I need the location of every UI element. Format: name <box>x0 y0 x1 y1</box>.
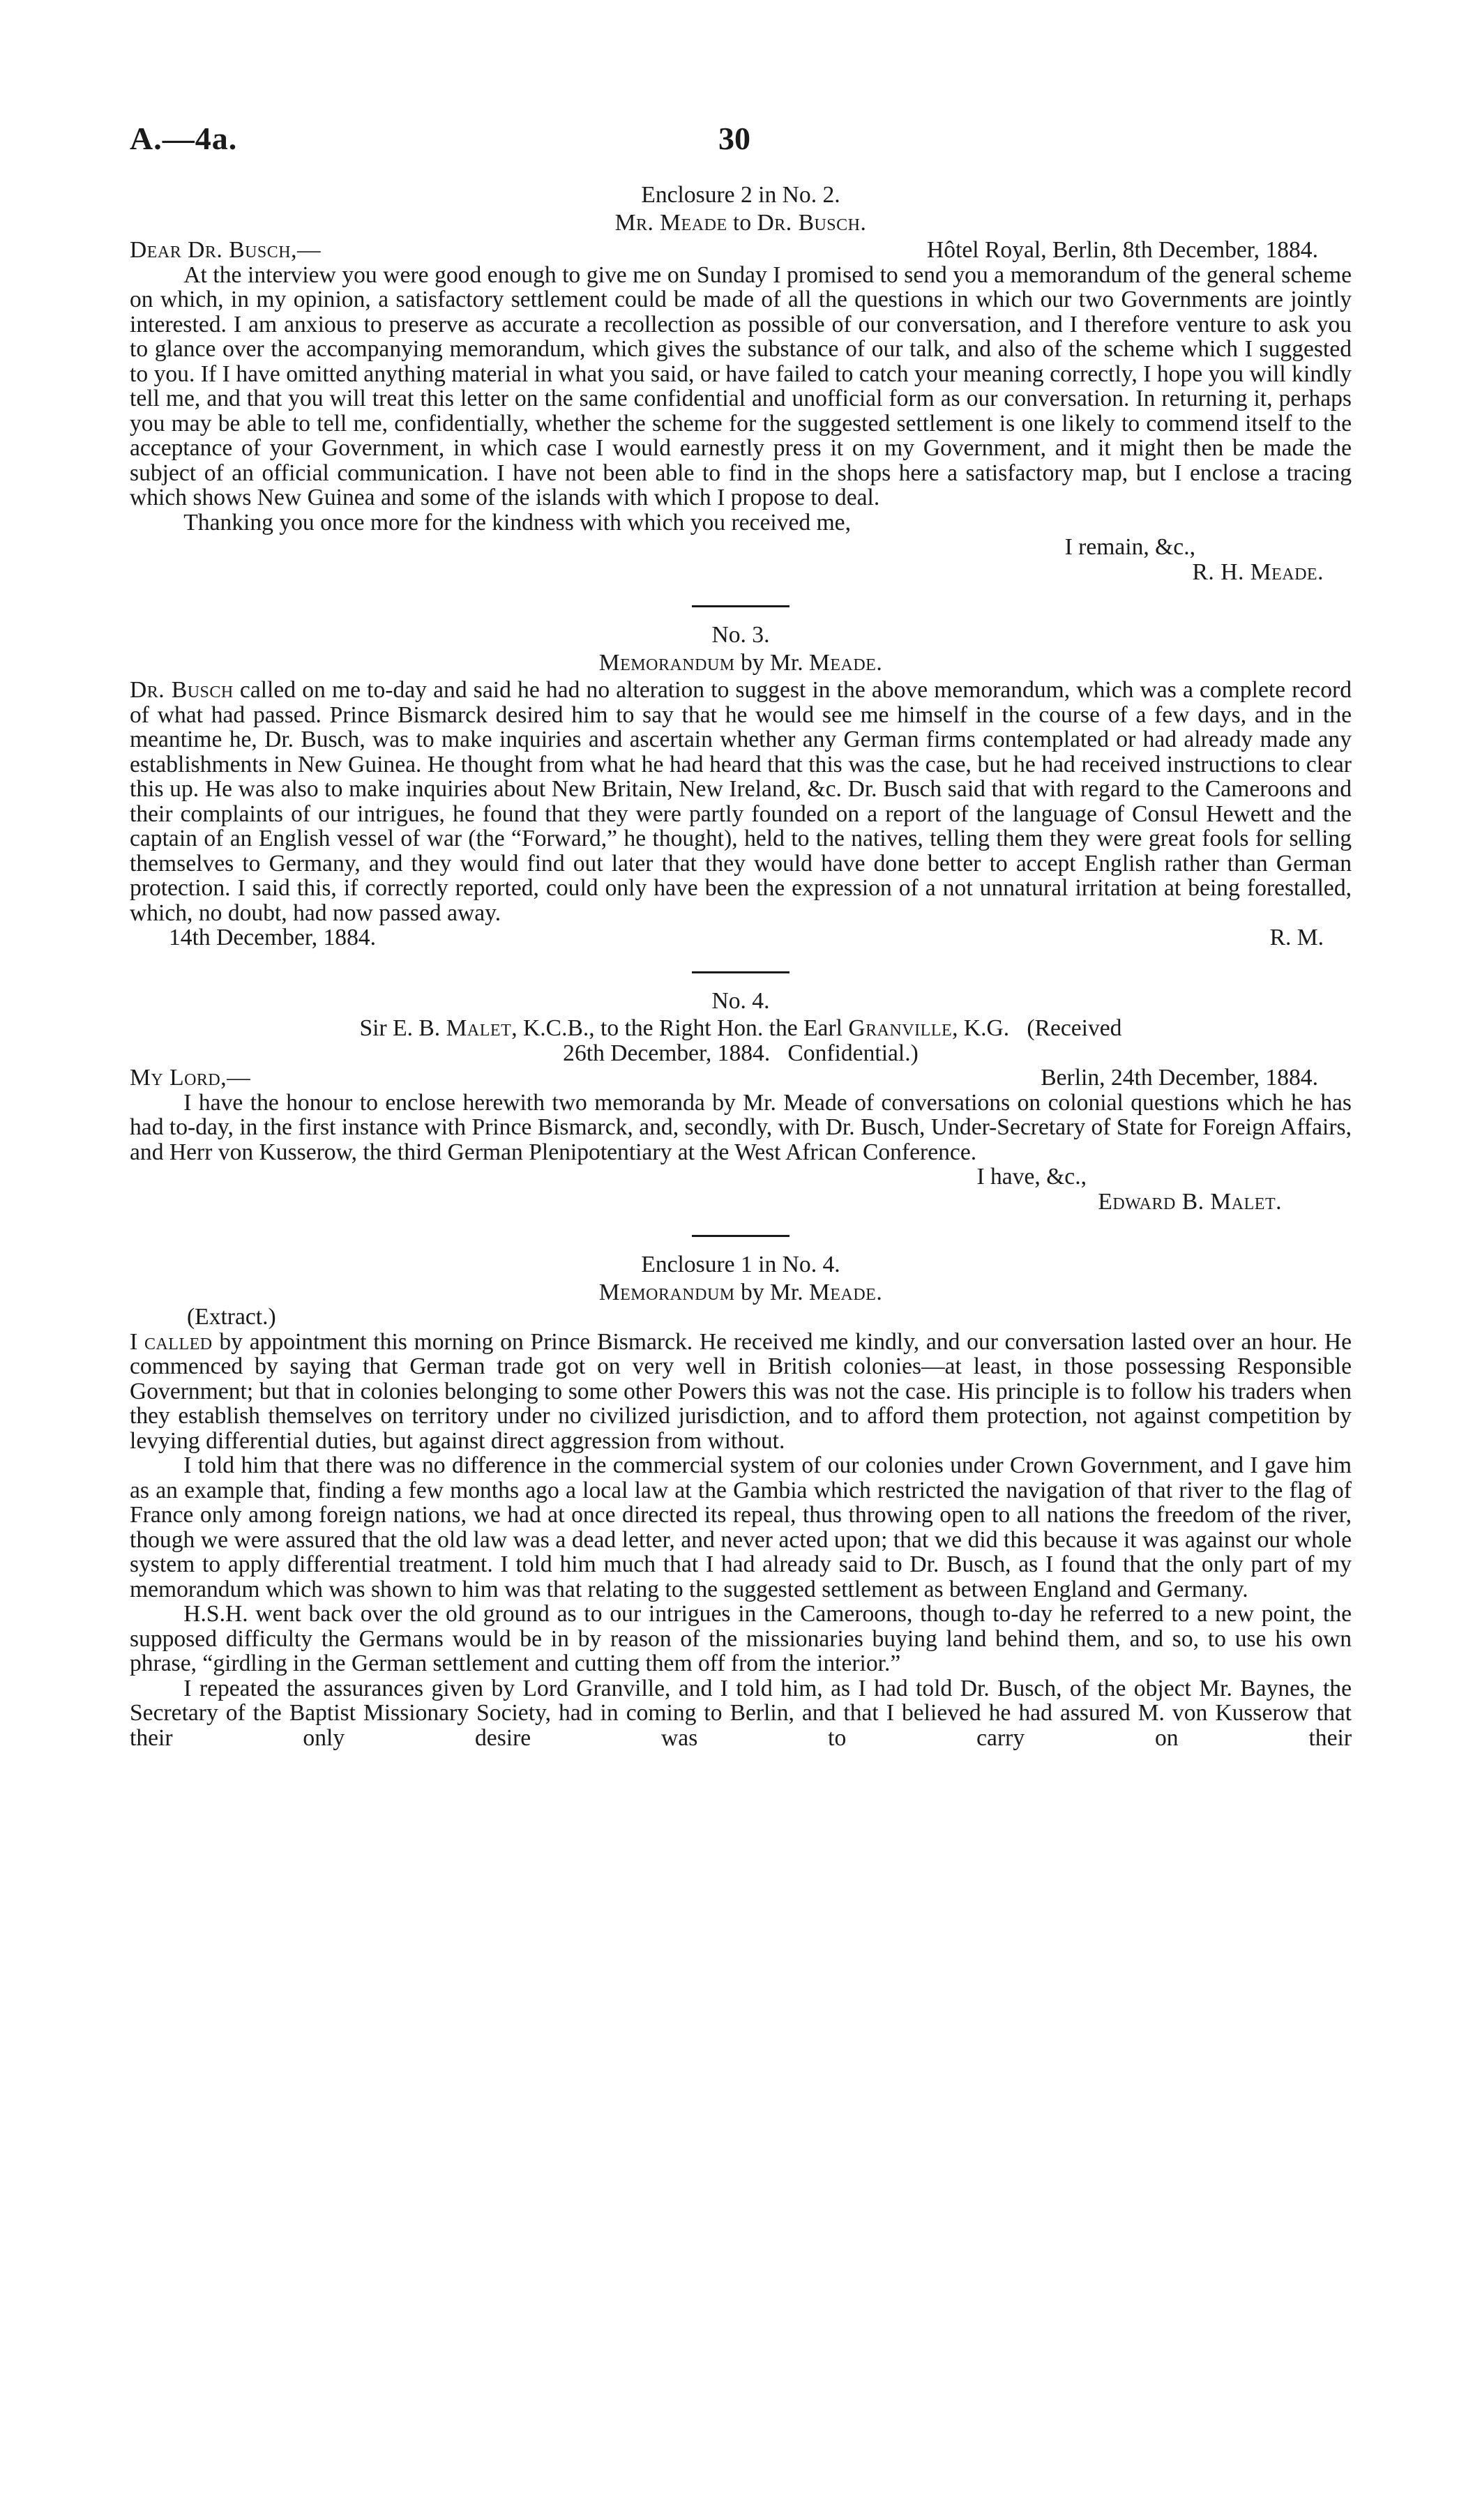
letter-header-line <box>130 238 1352 263</box>
enclosure-2-section <box>130 183 1352 584</box>
place-date: Berlin, 24th December, 1884. <box>1041 1065 1318 1091</box>
letter-body: At the interview you were good enough to give me on Sunday I promised to send you a memorandum of the general scheme on which, in my opinion, a satisfactory settlement could be made of all the questions in which our two Governments are jointly interested. I am anxious to preserve as accurate a recollection as possible of our conversation, and I therefore venture to ask you to glance over the accompanying memorandum, which gives the substance of our talk, and also of the scheme which I suggested to you. If I have omitted anything material in what you said, or have failed to catch your meaning correctly, I hope you will kindly tell me, and that you will treat this letter on the same confidential and unofficial form as our conversation. In returning it, perhaps you may be able to tell me, confidentially, whether the scheme for the suggested settlement is one likely to commend itself to the acceptance of your Government, in which case I would earnestly press it on my Government, and it might then be made the subject of an official communication. I have not been able to find in the shops here a satisfactory map, but I enclose a tracing which shows New Guinea and some of the islands with which I propose to deal. <box>130 261 1352 510</box>
place-date: Hôtel Royal, Berlin, 8th December, 1884. <box>927 237 1318 263</box>
paragraph-1-text: by appointment this morning on Prince Bismarck. He received me kindly, and our conversation lasted over an hour. He commenced by saying that German trade got on very well in British colonies—at least, in those possessing Responsible Government; but that in colonies belonging to some other Powers this was not the case. His principle is to follow his traders when they establish themselves on territory under no civilized jurisdiction, and to afford them protection, not against competition by levying differential duties, but against direct aggression from without. <box>130 1328 1352 1454</box>
subheading-from: Mr. Meade <box>614 209 727 236</box>
subheading-connector: to <box>727 209 757 236</box>
enclosure-1-heading: Enclosure 1 in No. 4. <box>641 1252 840 1277</box>
letter-thanks: Thanking you once more for the kindness with which you received me, <box>183 509 851 536</box>
letter-body: I have the honour to enclose herewith two memoranda by Mr. Meade of conversations on colonial questions which he has had to-day, in the first instance with Prince Bismarck, and, secondly, with Dr. Busch, Under-Secretary of State for Foreign Affairs, and Herr von Kusserow, the third German Plenipotentiary at the West African Conference. <box>130 1089 1352 1165</box>
title-part: , K.C.B., to the Right Hon. the Earl <box>511 1015 849 1041</box>
subheading-author: Meade. <box>808 649 883 676</box>
title-part: , K.G. (Received <box>952 1015 1122 1041</box>
paragraph-1 <box>130 1330 1352 1454</box>
no-3-subheading <box>130 651 1352 676</box>
lead-letter: I <box>130 1328 144 1355</box>
subheading-connector: by Mr. <box>734 649 809 676</box>
subheading-memorandum: Memorandum <box>598 1279 735 1305</box>
page-number: 30 <box>718 121 750 156</box>
letter-closing: I remain, &c., <box>1064 534 1195 560</box>
section-divider <box>692 1235 789 1237</box>
paragraph-3: H.S.H. went back over the old ground as to our intrigues in the Cameroons, though to-day he referred to a new point, the supposed difficulty the Germans would be in by reason of the missionaries buying land behind them, and so, to use his own phrase, “girdling in the German settlement and cutting them off from the interior.” <box>130 1601 1352 1676</box>
no-4-section <box>130 989 1352 1215</box>
title-sender: Malet <box>446 1015 512 1041</box>
memorandum-lead: Dr. Busch <box>130 677 234 703</box>
memorandum-initials: R. M. <box>1269 925 1324 950</box>
enclosure-1-section <box>130 1252 1352 1750</box>
memorandum-body <box>130 678 1352 925</box>
paragraph-4: I repeated the assurances given by Lord Granville, and I told him, as I had told Dr. Busch, of the object Mr. Baynes, the Secretary of the Baptist Missionary Society, had in coming to Berlin, and that I believed he had assured M. von Kusserow that their only desire was to carry on their <box>130 1675 1352 1751</box>
no-3-heading: No. 3. <box>711 622 770 648</box>
letter-closing: I have, &c., <box>976 1164 1087 1190</box>
extract-label: (Extract.) <box>187 1304 276 1330</box>
title-part: Sir E. B. <box>359 1015 446 1041</box>
no-4-heading: No. 4. <box>711 987 770 1014</box>
subheading-connector: by Mr. <box>734 1279 809 1305</box>
lead-word: called <box>144 1328 213 1355</box>
subheading-to: Dr. Busch. <box>757 209 867 236</box>
no-4-title-line-2: 26th December, 1884. Confidential.) <box>563 1040 919 1066</box>
letter-header-line <box>130 1065 1352 1091</box>
enclosure-2-subheading <box>130 211 1352 236</box>
memorandum-footer <box>130 925 1352 950</box>
letter-signature: R. H. Meade. <box>1192 559 1324 585</box>
letter-signature: Edward B. Malet. <box>1098 1188 1282 1215</box>
salutation: Dear Dr. Busch,— <box>130 237 322 263</box>
memorandum-text: called on me to-day and said he had no alteration to suggest in the above memorandum, which was a complete record of what had passed. Prince Bismarck desired him to say that he would see me himself in the course of a few days, and in the meantime he, Dr. Busch, was to make inquiries and ascertain whether any German firms contemplated or had already made any establishments in New Guinea. He thought from what he had heard that this was the case, but he had received instructions to clear this up. He was also to make inquiries about New Britain, New Ireland, &c. Dr. Busch said that with regard to the Cameroons and their complaints of our intrigues, he found that they were partly founded on a report of the language of Consul Hewett and the captain of an English vessel of war (the “Forward,” he thought), held to the natives, telling them they were great fools for selling themselves to Germany, and they would find out later that they would have done better to accept English rather than German protection. I said this, if correctly reported, could only have been the expression of a not unnatural irritation at being forestalled, which, no doubt, had now passed away. <box>130 677 1352 926</box>
no-4-title <box>130 1016 1352 1041</box>
paragraph-2: I told him that there was no difference in the commercial system of our colonies under Crown Government, and I gave him as an example that, finding a few months ago a local law at the Gambia which restricted the navigation of that river to the flag of France only among foreign nations, we had at once directed its repeal, thus throwing open to all nations the freedom of the river, though we were assured that the old law was a dead letter, and never acted upon; that we did this because it was against our whole system to apply differential treatment. I told him much that I had already said to Dr. Busch, as I found that the only part of my memorandum which was shown to him was that relating to the suggested settlement as between England and Germany. <box>130 1452 1352 1602</box>
no-3-section <box>130 623 1352 950</box>
memorandum-date: 14th December, 1884. <box>169 925 377 950</box>
subheading-author: Meade. <box>808 1279 883 1305</box>
salutation: My Lord,— <box>130 1065 251 1091</box>
subheading-memorandum: Memorandum <box>598 649 735 676</box>
title-recipient: Granville <box>848 1015 953 1041</box>
document-reference: A.—4a. <box>130 121 238 156</box>
section-divider <box>692 971 789 973</box>
enclosure-2-heading: Enclosure 2 in No. 2. <box>641 182 840 208</box>
enclosure-1-subheading <box>130 1280 1352 1305</box>
section-divider <box>692 605 789 607</box>
text-column <box>130 183 1352 1750</box>
